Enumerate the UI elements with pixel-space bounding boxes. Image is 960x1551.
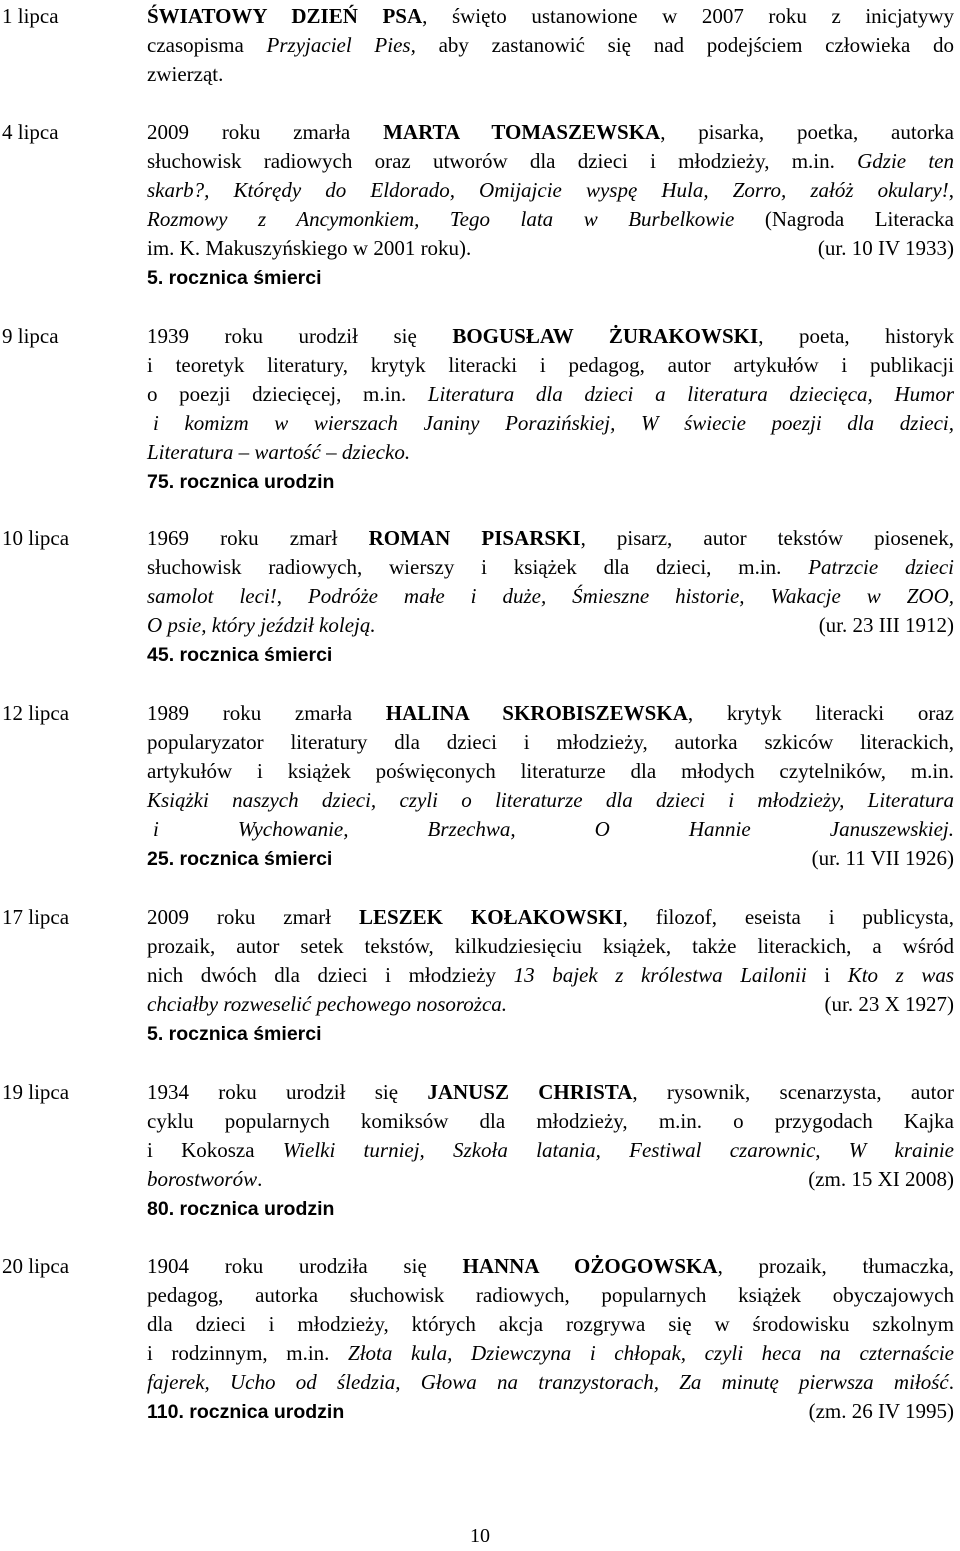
- entry-line: [147, 1252, 954, 1281]
- birth-death-date: [809, 1397, 954, 1427]
- text-run: 2009 roku zmarła: [147, 120, 384, 144]
- anniversary-label: 80. rocznica urodzin: [147, 1198, 335, 1220]
- text-run: słuchowisk radiowych oraz utworów dla dzieci i młodzieży, m.in.: [147, 149, 858, 173]
- entry-line: [147, 1281, 954, 1310]
- birth-death-date: [818, 234, 954, 263]
- entry-line-split: [147, 611, 954, 640]
- work-title: Patrzcie dzieci: [808, 555, 954, 579]
- text-run: 1969 roku zmarł: [147, 526, 369, 550]
- work-title: Przyjaciel Pies,: [266, 33, 416, 57]
- text-run: (ur. 23 X 1927): [824, 992, 954, 1016]
- work-title: chciałby rozweselić pechowego nosorożca.: [147, 992, 508, 1016]
- work-title: Podróże małe i duże, Śmieszne historie, Wakacje w ZOO,: [307, 584, 954, 608]
- text-run: i teoretyk literatury, krytyk literacki i pedagog, autor artykułów i publikacji: [147, 353, 954, 377]
- entry-line: [147, 176, 954, 205]
- text-run: zwierząt.: [147, 62, 224, 86]
- entry-text: [147, 903, 954, 1049]
- person-name: HALINA SKROBISZEWSKA: [385, 701, 688, 725]
- entry-line-split: [147, 990, 954, 1019]
- text-run: 1939 roku urodził się: [147, 324, 453, 348]
- entry-line: [147, 351, 954, 380]
- text-run: (ur. 10 IV 1933): [817, 236, 954, 260]
- entry-line: [147, 582, 954, 611]
- text-run: ,: [276, 584, 308, 608]
- text-run: i: [806, 963, 848, 987]
- line-left: [147, 611, 376, 640]
- birth-death-date: [808, 1165, 954, 1194]
- text-run: .: [257, 1167, 263, 1191]
- entry-line: [147, 1107, 954, 1136]
- anniversary-label: 25. rocznica śmierci: [147, 848, 333, 870]
- text-run: (ur. 23 III 1912): [818, 613, 954, 637]
- entry-line: [147, 961, 954, 990]
- entry-text: [147, 322, 954, 497]
- text-run: (ur. 11 VII 1926): [811, 846, 954, 870]
- entry-line: [147, 786, 954, 815]
- entry-line: [147, 524, 954, 553]
- work-title: O psie, który jeździł koleją.: [147, 613, 376, 637]
- text-run: o poezji dziecięcej, m.in.: [147, 382, 428, 406]
- entry-line: [147, 815, 954, 844]
- text-run: , filozof, eseista i publicysta,: [622, 905, 954, 929]
- person-name: HANNA OŻOGOWSKA: [462, 1254, 718, 1278]
- text-run: 1934 roku urodził się: [147, 1080, 428, 1104]
- entry-line: [147, 438, 954, 467]
- work-title: Rozmowy z Ancymonkiem, Tego lata w Burbelkowie: [147, 207, 735, 231]
- entry-line: [147, 699, 954, 728]
- text-run: dla dzieci i młodzieży, których akcja rozgrywa się w środowisku szkolnym: [147, 1312, 954, 1336]
- entry-date: 20 lipca: [2, 1254, 70, 1278]
- entry-line: [147, 1136, 954, 1165]
- entry-date: 1 lipca: [2, 4, 59, 28]
- birth-death-date: [819, 611, 954, 640]
- anniversary-label: 5. rocznica śmierci: [147, 267, 322, 289]
- work-title: i komizm w wierszach Janiny Porazińskiej, W świecie poezji dla dzieci,: [153, 411, 954, 435]
- entry-line: [147, 263, 954, 293]
- entry-line: [147, 728, 954, 757]
- text-run: prozaik, autor setek tekstów, kilkudziesięciu książek, także literackich, a wśród: [147, 934, 954, 958]
- work-title: i Wychowanie, Brzechwa, O Hannie Januszewskiej.: [153, 817, 954, 841]
- work-title: samolot leci!: [147, 584, 277, 608]
- entry-date: 12 lipca: [2, 701, 70, 725]
- entry-date: 17 lipca: [2, 905, 70, 929]
- entry-line-split: [147, 234, 954, 263]
- anniversary-label: 75. rocznica urodzin: [147, 471, 335, 493]
- text-run: , prozaik, tłumaczka,: [717, 1254, 954, 1278]
- anniversary-label: 5. rocznica śmierci: [147, 1023, 322, 1045]
- entry-date: 4 lipca: [2, 120, 59, 144]
- text-run: i rodzinnym, m.in.: [147, 1341, 349, 1365]
- work-title: fajerek, Ucho od śledzia, Głowa na tranzystorach, Za minutę pierwsza miłość: [147, 1370, 949, 1394]
- entry-line: [147, 467, 954, 497]
- entry-line-split: [147, 1165, 954, 1194]
- text-run: , rysownik, scenarzysta, autor: [632, 1080, 954, 1104]
- entry-line: [147, 1078, 954, 1107]
- work-title: Gdzie ten: [857, 149, 954, 173]
- entry-line: [147, 1368, 954, 1397]
- text-run: , krytyk literacki oraz: [687, 701, 954, 725]
- line-left: [147, 844, 332, 874]
- line-left: [147, 1165, 262, 1194]
- birth-death-date: [812, 844, 954, 874]
- entry-line: [147, 2, 954, 31]
- entry-line: [147, 409, 954, 438]
- line-left: [147, 990, 507, 1019]
- entry-date: 19 lipca: [2, 1080, 70, 1104]
- entry-line: [147, 1019, 954, 1049]
- person-name: BOGUSŁAW ŻURAKOWSKI: [452, 324, 759, 348]
- entry-line-split: [147, 844, 954, 874]
- entry-line: [147, 1194, 954, 1224]
- line-left: [147, 1397, 344, 1427]
- entry-line: [147, 118, 954, 147]
- work-title: skarb?, Którędy do Eldorado, Omijajcie wyspę Hula, Zorro, załóż okulary!: [147, 178, 949, 202]
- entry-line: [147, 553, 954, 582]
- person-name: MARTA TOMASZEWSKA: [383, 120, 661, 144]
- text-run: , pisarka, poetka, autorka: [660, 120, 955, 144]
- work-title: Wielki turniej, Szkoła latania, Festiwal czarownic, W krainie: [282, 1138, 954, 1162]
- text-run: (zm. 15 XI 2008): [808, 1167, 954, 1191]
- text-run: słuchowisk radiowych, wierszy i książek dla dzieci, m.in.: [147, 555, 809, 579]
- work-title: 13 bajek z królestwa Lailonii: [513, 963, 807, 987]
- entry-text: [147, 118, 954, 293]
- text-run: i Kokosza: [147, 1138, 283, 1162]
- work-title: Literatura – wartość – dziecko.: [147, 440, 411, 464]
- entry-date: 10 lipca: [2, 526, 70, 550]
- anniversary-label: 45. rocznica śmierci: [147, 644, 333, 666]
- work-title: Kto z was: [847, 963, 955, 987]
- entry-text: [147, 699, 954, 874]
- text-run: 1989 roku zmarła: [147, 701, 386, 725]
- entry-line: [147, 903, 954, 932]
- birth-death-date: [825, 990, 955, 1019]
- entry-text: [147, 524, 954, 670]
- entry-text: [147, 1252, 954, 1427]
- entry-line: [147, 932, 954, 961]
- work-title: Książki naszych dzieci, czyli o literaturze dla dzieci i młodzieży, Literatura: [147, 788, 954, 812]
- person-name: ŚWIATOWY DZIEŃ PSA: [147, 4, 423, 28]
- text-run: (Nagroda Literacka: [734, 207, 954, 231]
- text-run: pedagog, autorka słuchowisk radiowych, popularnych książek obyczajowych: [147, 1283, 954, 1307]
- entry-line: [147, 1339, 954, 1368]
- entry-text: [147, 2, 954, 89]
- entry-line: [147, 640, 954, 670]
- text-run: (zm. 26 IV 1995): [808, 1399, 954, 1423]
- person-name: LESZEK KOŁAKOWSKI: [358, 905, 623, 929]
- text-run: , poeta, historyk: [758, 324, 955, 348]
- entry-line: [147, 1310, 954, 1339]
- text-run: , święto ustanowione w 2007 roku z inicjatywy: [422, 4, 954, 28]
- entry-line: [147, 757, 954, 786]
- text-run: popularyzator literatury dla dzieci i młodzieży, autorka szkiców literackich,: [147, 730, 954, 754]
- line-left: [147, 234, 471, 263]
- entry-date: 9 lipca: [2, 324, 59, 348]
- entry-line: [147, 322, 954, 351]
- text-run: czasopisma: [147, 33, 267, 57]
- person-name: ROMAN PISARSKI: [368, 526, 581, 550]
- entry-line: [147, 380, 954, 409]
- text-run: nich dwóch dla dzieci i młodzieży: [147, 963, 514, 987]
- entry-line-split: [147, 1397, 954, 1427]
- text-run: im. K. Makuszyńskiego w 2001 roku).: [147, 236, 472, 260]
- page-number: 10: [470, 1525, 490, 1547]
- text-run: , pisarz, autor tekstów piosenek,: [580, 526, 954, 550]
- text-run: 1904 roku urodziła się: [147, 1254, 463, 1278]
- text-run: aby zastanowić się nad podejściem człowieka do: [415, 33, 955, 57]
- work-title: Złota kula, Dziewczyna i chłopak, czyli heca na czternaście: [348, 1341, 954, 1365]
- entry-line: [147, 147, 954, 176]
- work-title: borostworów: [147, 1167, 258, 1191]
- text-run: 2009 roku zmarł: [147, 905, 359, 929]
- text-run: ,: [948, 178, 954, 202]
- text-run: .: [948, 1370, 954, 1394]
- text-run: cyklu popularnych komiksów dla młodzieży, m.in. o przygodach Kajka: [147, 1109, 954, 1133]
- entry-text: [147, 1078, 954, 1224]
- person-name: JANUSZ CHRISTA: [427, 1080, 633, 1104]
- entry-line: [147, 205, 954, 234]
- entry-line: [147, 60, 954, 89]
- text-run: artykułów i książek poświęconych literaturze dla młodych czytelników, m.in.: [147, 759, 954, 783]
- entry-line: [147, 31, 954, 60]
- anniversary-label: 110. rocznica urodzin: [147, 1401, 345, 1423]
- work-title: Literatura dla dzieci a literatura dziecięca, Humor: [427, 382, 954, 406]
